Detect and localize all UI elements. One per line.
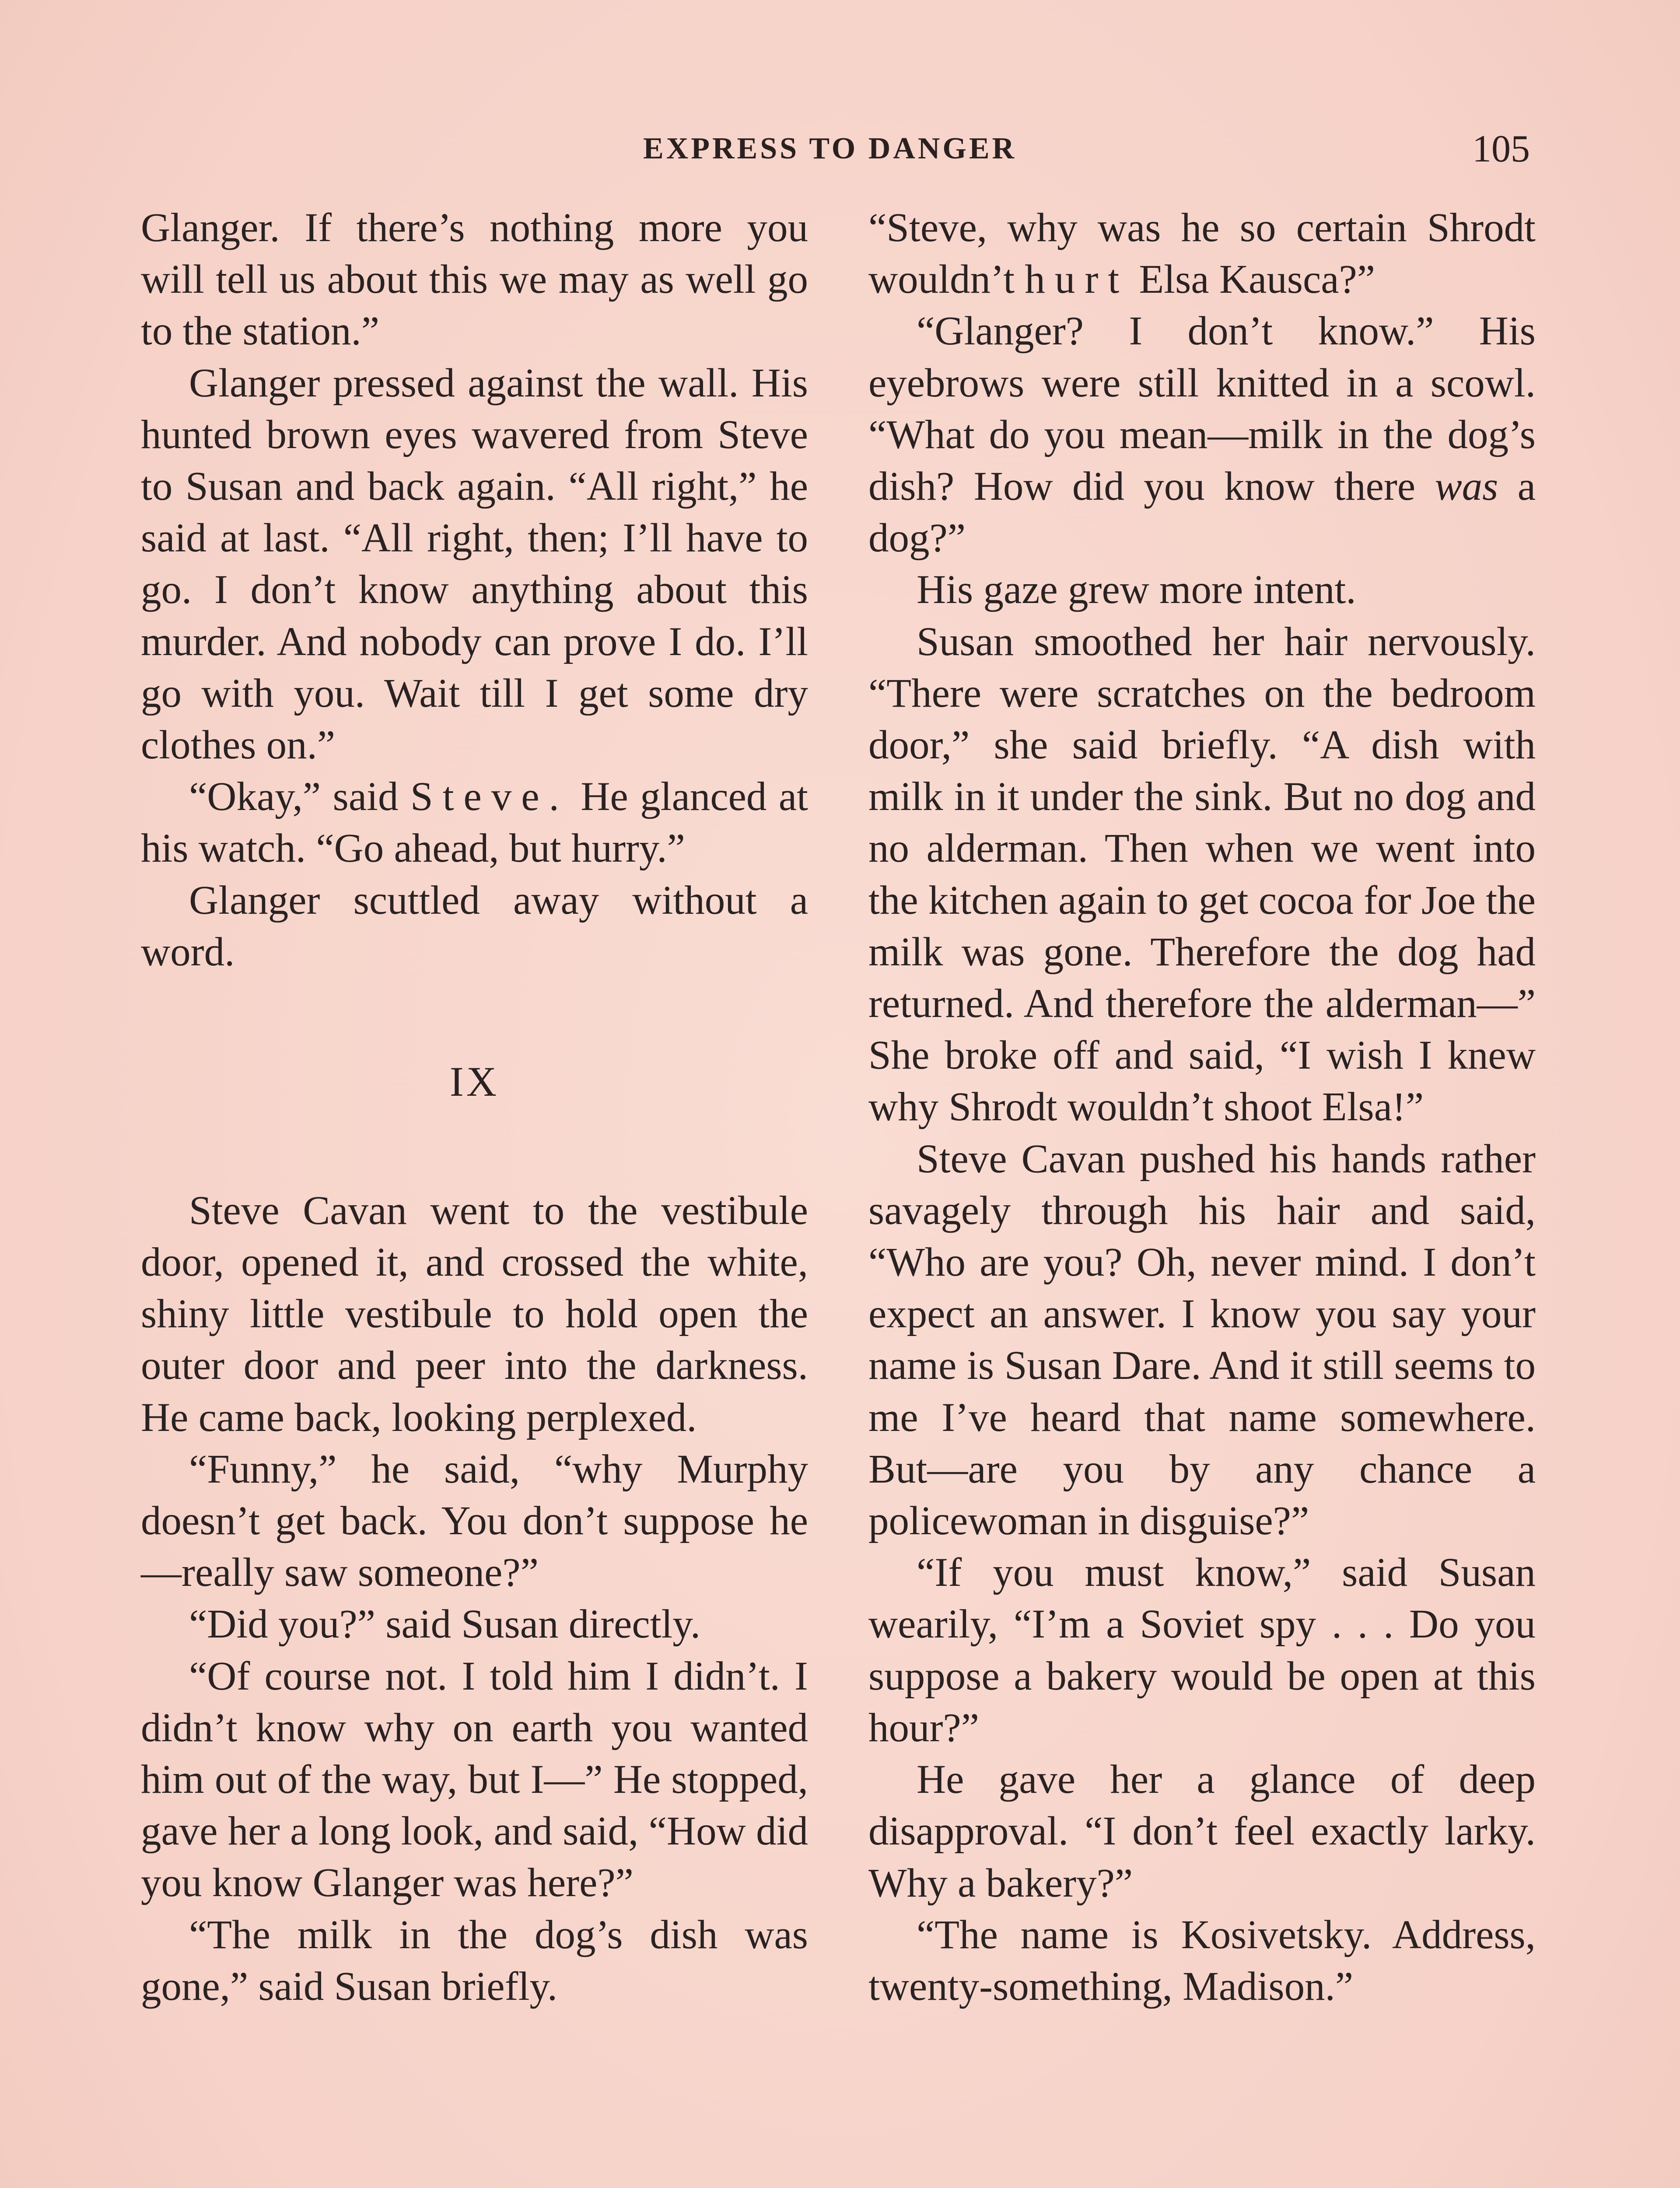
paragraph: He gave her a glance of deep disapproval. “I don’t feel exactly larky. Why a bakery?”: [868, 1757, 1536, 1906]
paragraph: His gaze grew more intent.: [917, 567, 1356, 613]
paragraph-text: “Okay,” said: [189, 774, 399, 820]
spaced-name: Steve.: [410, 774, 569, 820]
paragraph: [868, 305, 1536, 564]
paragraph: Glanger pressed against the wall. His hunted brown eyes wavered from Steve to Susan and back again. “All right,” he said at last. “All right, then; I’ll have to go. I don’t know anything about this murder. And nobody can prove I do. I’ll go with you. Wait till I get some dry clothes on.”: [141, 360, 808, 768]
paragraph: “Did you?” said Susan directly.: [189, 1602, 701, 1647]
page-number: 105: [1472, 128, 1530, 170]
paragraph: Glanger. If there’s nothing more you will tell us about this we may as well go to the station.”: [141, 205, 808, 354]
left-column: [141, 202, 808, 2013]
paragraph: “The milk in the dog’s dish was gone,” said Susan briefly.: [141, 1912, 808, 2009]
running-head: EXPRESS TO DANGER: [643, 132, 1017, 165]
paragraph: Steve Cavan went to the vestibule door, opened it, and crossed the white, shiny little vestibule to hold open the outer door and peer into the darkness. He came back, looking perplexed.: [141, 1188, 808, 1440]
spaced-word: hurt: [1025, 257, 1129, 302]
paragraph: Susan smoothed her hair nervously. “There were scratches on the bedroom door,” she said briefly. “A dish with milk in it under the sink. But no dog and no alderman. Then when we went into the kitchen again to get cocoa for Joe the milk was gone. Therefore the dog had returned. And therefore the alderman—” She broke off and said, “I wish I knew why Shrodt wouldn’t shoot Elsa!”: [868, 619, 1536, 1130]
right-column: [868, 202, 1536, 2013]
paragraph-text: Elsa Kausca?”: [1139, 257, 1376, 302]
paragraph: Steve Cavan pushed his hands rather savagely through his hair and said, “Who are you? Oh, never mind. I don’t expect an answer. I know you say your name is Susan Dare. And it still seems to me I’ve heard that name somewhere. But—are you by any chance a policewoman in disguise?”: [868, 1136, 1536, 1544]
paragraph-text: He glanced at his watch. “Go ahead, but hurry.”: [141, 774, 808, 871]
paragraph: [141, 771, 808, 874]
paragraph: “If you must know,” said Susan wearily, “I’m a Soviet spy . . . Do you suppose a bakery would be open at this hour?”: [868, 1550, 1536, 1750]
chapter-heading: IX: [449, 1058, 500, 1105]
paragraph: “Funny,” he said, “why Murphy doesn’t get back. You don’t suppose he—really saw someone?”: [141, 1446, 808, 1595]
paragraph-text: a dog?”: [868, 464, 1536, 561]
paragraph: Glanger scuttled away without a word.: [141, 877, 808, 975]
italic-word: was: [1435, 464, 1498, 509]
paragraph-text: “Glanger? I don’t know.” His eyebrows were still knitted in a scowl. “What do you mean—milk in the dog’s dish? How did you know there: [868, 309, 1536, 509]
page-header: [0, 127, 1680, 175]
paragraph: [868, 202, 1536, 305]
paragraph-text: “Steve, why was he so certain Shrodt wouldn’t: [868, 205, 1536, 302]
paragraph: “Of course not. I told him I didn’t. I didn’t know why on earth you wanted him out of the way, but I—” He stopped, gave her a long look, and said, “How did you know Glanger was here?”: [141, 1653, 808, 1906]
paragraph: “The name is Kosivetsky. Address, twenty-something, Madison.”: [868, 1912, 1536, 2009]
